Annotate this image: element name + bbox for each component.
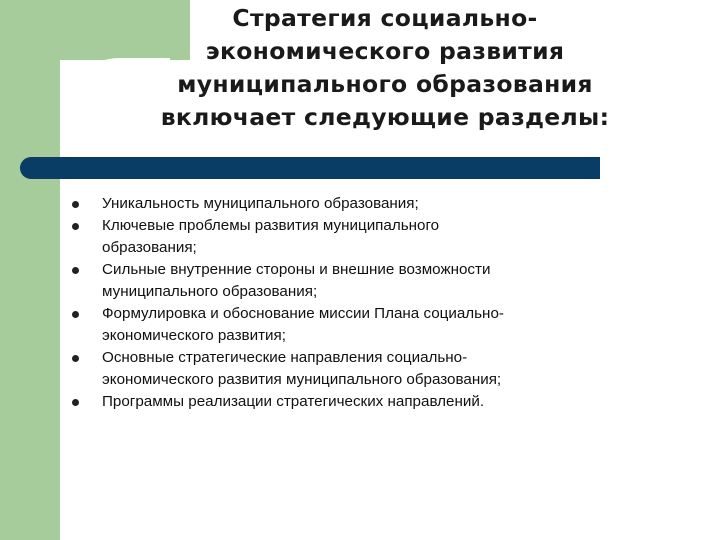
- bullet-icon: [72, 399, 79, 406]
- list-item: [72, 215, 692, 259]
- slide-title: [100, 2, 670, 134]
- decorative-green-band: [0, 0, 60, 540]
- list-item-text: Формулировка и обоснование миссии Плана социально-: [102, 305, 504, 322]
- title-line: Стратегия социально-: [232, 4, 538, 32]
- list-item: [72, 303, 692, 347]
- list-item: [72, 259, 692, 303]
- title-divider-bar: [20, 157, 600, 179]
- bullet-icon: [72, 311, 79, 318]
- list-item-text: Программы реализации стратегических направлений.: [102, 393, 485, 410]
- bullet-icon: [72, 223, 79, 230]
- list-item: [72, 391, 692, 413]
- title-line: муниципального образования: [177, 70, 593, 98]
- bullet-list: [72, 193, 692, 413]
- list-item-text: образования;: [102, 239, 197, 256]
- bullet-icon: [72, 201, 79, 208]
- list-item: [72, 347, 692, 391]
- bullet-icon: [72, 355, 79, 362]
- list-item-text: муниципального образования;: [102, 283, 318, 300]
- list-item-text: Ключевые проблемы развития муниципального: [102, 217, 440, 234]
- list-item: [72, 193, 692, 215]
- list-item-text: экономического развития муниципального образования;: [102, 371, 502, 388]
- bullet-icon: [72, 267, 79, 274]
- title-line: включает следующие разделы:: [160, 103, 610, 131]
- list-item-text: Основные стратегические направления социально-: [102, 349, 468, 366]
- list-item-text: экономического развития;: [102, 327, 286, 344]
- title-line: экономического развития: [205, 37, 565, 65]
- list-item-text: Сильные внутренние стороны и внешние возможности: [102, 261, 491, 278]
- list-item-text: Уникальность муниципального образования;: [102, 195, 419, 212]
